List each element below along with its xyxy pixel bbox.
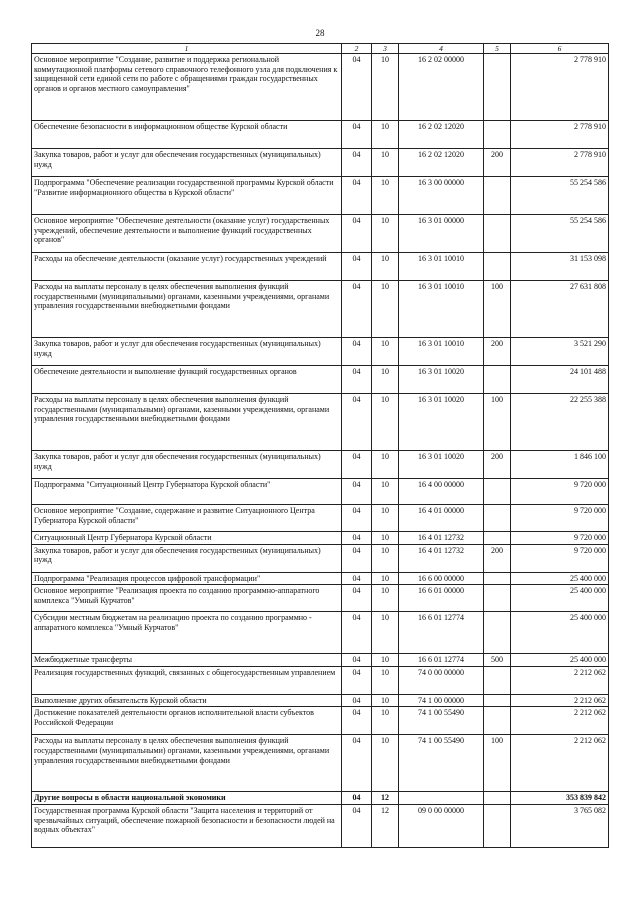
row-name: Закупка товаров, работ и услуг для обеспечения государственных (муниципальных) нужд: [32, 149, 342, 177]
row-subsection: 10: [372, 451, 399, 479]
row-amount: 25 400 000: [511, 654, 609, 667]
row-section: 04: [342, 281, 372, 338]
row-subsection: 10: [372, 694, 399, 707]
row-amount: 2 212 062: [511, 666, 609, 694]
row-expense-type: 200: [484, 451, 511, 479]
row-expense-type: 100: [484, 735, 511, 792]
row-name: Расходы на выплаты персоналу в целях обеспечения выполнения функций государственными (муниципальными) органами, казенными учреждениями, органами управления государственными внебюджетными фондами: [32, 735, 342, 792]
row-name: Государственная программа Курской области "Защита населения и территорий от чрезвычайных ситуаций, обеспечение пожарной безопасности и безопасности людей на водных объектах": [32, 804, 342, 847]
row-subsection: 10: [372, 394, 399, 451]
row-subsection: 10: [372, 505, 399, 532]
row-amount: 2 778 910: [511, 149, 609, 177]
row-subsection: 10: [372, 735, 399, 792]
row-section: 04: [342, 804, 372, 847]
row-name: Подпрограмма "Ситуационный Центр Губернатора Курской области": [32, 479, 342, 505]
row-expense-type: 200: [484, 149, 511, 177]
row-subsection: 10: [372, 612, 399, 654]
row-target-article: 16 3 01 10020: [399, 366, 484, 394]
row-expense-type: 100: [484, 394, 511, 451]
row-name: Основное мероприятие "Создание, развитие и поддержка региональной коммутационной платформы сетевого справочного телефонного узла для подключения к защищенной сети единой сети по работе с обращениями граждан государственных органов и органов местного самоуправления": [32, 54, 342, 121]
table-row: [32, 707, 609, 735]
table-row: [32, 792, 609, 805]
row-section: 04: [342, 735, 372, 792]
row-target-article: 16 4 01 12732: [399, 532, 484, 545]
table-row: [32, 544, 609, 572]
row-section: 04: [342, 792, 372, 805]
row-amount: 25 400 000: [511, 572, 609, 585]
row-name: Расходы на выплаты персоналу в целях обеспечения выполнения функций государственными (муниципальными) органами, казенными учреждениями, органами управления государственными внебюджетными фондами: [32, 281, 342, 338]
table-row: [32, 215, 609, 253]
row-section: 04: [342, 215, 372, 253]
row-name: Субсидии местным бюджетам на реализацию проекта по созданию программно - аппаратного комплекса "Умный Курчатов": [32, 612, 342, 654]
row-section: 04: [342, 394, 372, 451]
row-target-article: 16 6 01 12774: [399, 612, 484, 654]
row-subsection: 10: [372, 338, 399, 366]
table-row: [32, 572, 609, 585]
row-expense-type: [484, 792, 511, 805]
row-subsection: 12: [372, 792, 399, 805]
row-amount: 22 255 388: [511, 394, 609, 451]
row-target-article: 16 6 00 00000: [399, 572, 484, 585]
row-amount: 2 212 062: [511, 735, 609, 792]
row-section: 04: [342, 451, 372, 479]
row-amount: 3 765 082: [511, 804, 609, 847]
row-amount: 353 839 842: [511, 792, 609, 805]
row-section: 04: [342, 654, 372, 667]
row-amount: 55 254 586: [511, 177, 609, 215]
row-target-article: 74 1 00 55490: [399, 735, 484, 792]
row-amount: 1 846 100: [511, 451, 609, 479]
row-amount: 24 101 488: [511, 366, 609, 394]
row-amount: 25 400 000: [511, 585, 609, 612]
table-row: [32, 149, 609, 177]
row-subsection: 10: [372, 177, 399, 215]
row-subsection: 10: [372, 544, 399, 572]
row-amount: 9 720 000: [511, 532, 609, 545]
row-section: 04: [342, 572, 372, 585]
row-amount: 2 212 062: [511, 707, 609, 735]
row-amount: 9 720 000: [511, 544, 609, 572]
row-subsection: 10: [372, 666, 399, 694]
row-target-article: 16 4 01 12732: [399, 544, 484, 572]
row-expense-type: 200: [484, 544, 511, 572]
row-amount: 2 778 910: [511, 121, 609, 149]
table-row: [32, 479, 609, 505]
row-section: 04: [342, 694, 372, 707]
row-target-article: [399, 792, 484, 805]
row-name: Ситуационный Центр Губернатора Курской области: [32, 532, 342, 545]
row-amount: 2 778 910: [511, 54, 609, 121]
row-target-article: 74 0 00 00000: [399, 666, 484, 694]
row-target-article: 16 3 01 10020: [399, 394, 484, 451]
header-cell-5: 5: [484, 44, 511, 54]
row-subsection: 10: [372, 479, 399, 505]
row-section: 04: [342, 585, 372, 612]
table-row: [32, 532, 609, 545]
row-name: Межбюджетные трансферты: [32, 654, 342, 667]
row-subsection: 10: [372, 585, 399, 612]
row-expense-type: 100: [484, 281, 511, 338]
row-name: Основное мероприятие "Реализация проекта по созданию программно-аппаратного комплекса "Умный Курчатов": [32, 585, 342, 612]
row-expense-type: [484, 121, 511, 149]
row-target-article: 16 2 02 00000: [399, 54, 484, 121]
row-expense-type: [484, 479, 511, 505]
table-row: [32, 585, 609, 612]
row-section: 04: [342, 505, 372, 532]
row-name: Обеспечение деятельности и выполнение функций государственных органов: [32, 366, 342, 394]
table-row: [32, 394, 609, 451]
row-name: Закупка товаров, работ и услуг для обеспечения государственных (муниципальных) нужд: [32, 544, 342, 572]
table-row: [32, 366, 609, 394]
row-section: 04: [342, 707, 372, 735]
row-amount: 9 720 000: [511, 505, 609, 532]
header-cell-2: 2: [342, 44, 372, 54]
row-expense-type: [484, 694, 511, 707]
table-row: [32, 735, 609, 792]
row-subsection: 10: [372, 149, 399, 177]
row-expense-type: [484, 215, 511, 253]
table-row: [32, 804, 609, 847]
row-section: 04: [342, 338, 372, 366]
row-amount: 25 400 000: [511, 612, 609, 654]
row-subsection: 10: [372, 532, 399, 545]
row-target-article: 74 1 00 55490: [399, 707, 484, 735]
row-name: Достижение показателей деятельности органов исполнительной власти субъектов Российской Федерации: [32, 707, 342, 735]
row-target-article: 16 3 01 10010: [399, 338, 484, 366]
row-target-article: 16 3 01 10010: [399, 253, 484, 281]
row-expense-type: [484, 707, 511, 735]
row-section: 04: [342, 544, 372, 572]
row-name: Обеспечение безопасности в информационном обществе Курской области: [32, 121, 342, 149]
row-expense-type: [484, 366, 511, 394]
row-section: 04: [342, 54, 372, 121]
table-row: [32, 451, 609, 479]
row-expense-type: [484, 54, 511, 121]
row-subsection: 10: [372, 281, 399, 338]
row-section: 04: [342, 479, 372, 505]
header-cell-6: 6: [511, 44, 609, 54]
row-name: Подпрограмма "Обеспечение реализации государственной программы Курской области "Развитие информационного общества в Курской области": [32, 177, 342, 215]
row-subsection: 10: [372, 654, 399, 667]
row-subsection: 10: [372, 54, 399, 121]
row-target-article: 16 6 01 00000: [399, 585, 484, 612]
row-amount: 27 631 808: [511, 281, 609, 338]
row-name: Закупка товаров, работ и услуг для обеспечения государственных (муниципальных) нужд: [32, 451, 342, 479]
row-name: Расходы на обеспечение деятельности (оказание услуг) государственных учреждений: [32, 253, 342, 281]
table-row: [32, 121, 609, 149]
row-amount: 2 212 062: [511, 694, 609, 707]
row-expense-type: [484, 532, 511, 545]
table-row: [32, 177, 609, 215]
row-subsection: 10: [372, 366, 399, 394]
row-target-article: 16 2 02 12020: [399, 149, 484, 177]
row-expense-type: [484, 572, 511, 585]
row-expense-type: 500: [484, 654, 511, 667]
row-target-article: 16 4 00 00000: [399, 479, 484, 505]
row-target-article: 16 4 01 00000: [399, 505, 484, 532]
row-target-article: 16 3 01 00000: [399, 215, 484, 253]
row-expense-type: [484, 612, 511, 654]
row-name: Реализация государственных функций, связанных с общегосударственным управлением: [32, 666, 342, 694]
row-name: Выполнение других обязательств Курской области: [32, 694, 342, 707]
row-name: Закупка товаров, работ и услуг для обеспечения государственных (муниципальных) нужд: [32, 338, 342, 366]
table-body: [32, 44, 609, 848]
row-expense-type: [484, 505, 511, 532]
row-subsection: 10: [372, 215, 399, 253]
row-amount: 31 153 098: [511, 253, 609, 281]
table-row: [32, 54, 609, 121]
row-expense-type: [484, 585, 511, 612]
row-target-article: 16 3 01 10020: [399, 451, 484, 479]
table-row: [32, 253, 609, 281]
row-section: 04: [342, 149, 372, 177]
row-target-article: 16 3 00 00000: [399, 177, 484, 215]
row-name: Подпрограмма "Реализация процессов цифровой трансформации": [32, 572, 342, 585]
table-row: [32, 281, 609, 338]
row-amount: 9 720 000: [511, 479, 609, 505]
table-row: [32, 654, 609, 667]
table-row: [32, 505, 609, 532]
row-subsection: 10: [372, 121, 399, 149]
header-cell-4: 4: [399, 44, 484, 54]
row-section: 04: [342, 121, 372, 149]
row-section: 04: [342, 532, 372, 545]
row-expense-type: [484, 804, 511, 847]
row-section: 04: [342, 612, 372, 654]
row-name: Основное мероприятие "Обеспечение деятельности (оказание услуг) государственных учреждений, обеспечение деятельности и выполнение функций государственных органов": [32, 215, 342, 253]
row-expense-type: [484, 253, 511, 281]
row-target-article: 16 6 01 12774: [399, 654, 484, 667]
table-row: [32, 338, 609, 366]
row-name: Расходы на выплаты персоналу в целях обеспечения выполнения функций государственными (муниципальными) органами, казенными учреждениями, органами управления государственными внебюджетными фондами: [32, 394, 342, 451]
table-row: [32, 612, 609, 654]
table-row: [32, 694, 609, 707]
row-section: 04: [342, 177, 372, 215]
row-subsection: 10: [372, 572, 399, 585]
row-target-article: 74 1 00 00000: [399, 694, 484, 707]
row-subsection: 10: [372, 253, 399, 281]
row-section: 04: [342, 253, 372, 281]
row-name: Основное мероприятие "Создание, содержание и развитие Ситуационного Центра Губернатора Курской области": [32, 505, 342, 532]
row-section: 04: [342, 666, 372, 694]
row-section: 04: [342, 366, 372, 394]
header-cell-1: 1: [32, 44, 342, 54]
table-header-row: [32, 44, 609, 54]
row-amount: 3 521 290: [511, 338, 609, 366]
row-amount: 55 254 586: [511, 215, 609, 253]
row-expense-type: 200: [484, 338, 511, 366]
row-subsection: 10: [372, 707, 399, 735]
row-target-article: 09 0 00 00000: [399, 804, 484, 847]
page-number: 28: [315, 28, 325, 38]
row-expense-type: [484, 177, 511, 215]
row-name: Другие вопросы в области национальной экономики: [32, 792, 342, 805]
header-cell-3: 3: [372, 44, 399, 54]
row-subsection: 12: [372, 804, 399, 847]
row-target-article: 16 3 01 10010: [399, 281, 484, 338]
budget-table: [31, 43, 609, 848]
row-expense-type: [484, 666, 511, 694]
table-row: [32, 666, 609, 694]
row-target-article: 16 2 02 12020: [399, 121, 484, 149]
